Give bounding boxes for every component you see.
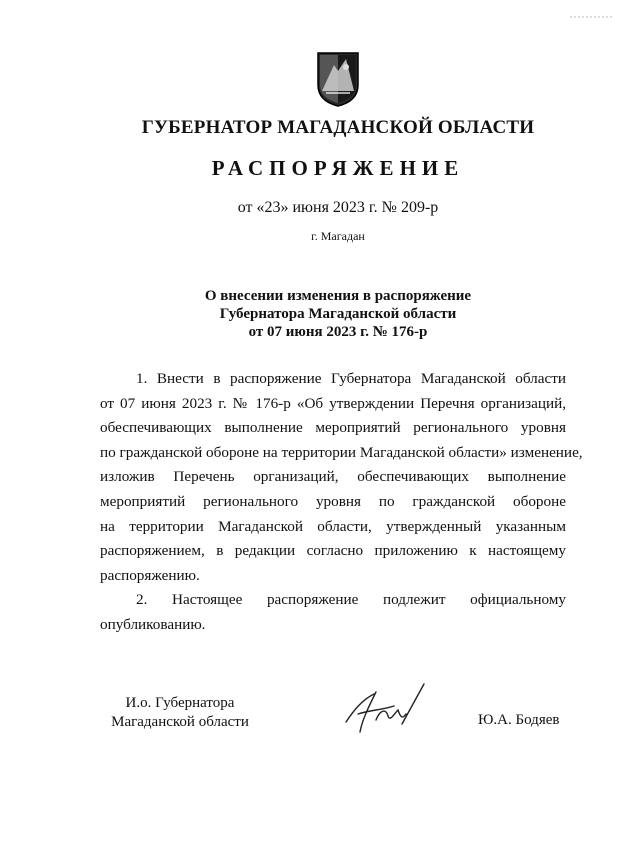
body-line: изложив Перечень организаций, обеспечивающих выполнение [100,468,566,486]
signatory-role [100,694,260,732]
paragraph-2 [100,588,566,637]
body-line: опубликованию. [100,615,206,633]
signatory-role-line: Магаданской области [111,714,249,730]
subject-line: О внесении изменения в распоряжение [204,288,472,304]
body-line: на территории Магаданской области, утвержденный указанным [100,517,566,535]
body-line: 2. Настоящее распоряжение подлежит официальному [136,591,566,609]
paragraph-1 [100,367,583,588]
document-date-number: от «23» июня 2023 г. № 209-р [237,199,439,216]
signatory-role-line: И.о. Губернатора [125,695,235,711]
body-line: от 07 июня 2023 г. № 176-р «Об утверждении Перечня организаций, [100,394,566,412]
document-body [100,367,583,638]
body-line: по гражданской обороне на территории Магаданской области» изменение, [100,443,583,461]
subject-line: Губернатора Магаданской области [219,306,457,322]
body-line: распоряжением, в редакции согласно приложению к настоящему [100,542,566,560]
body-line: 1. Внести в распоряжение Губернатора Магаданской области [136,370,566,387]
scan-artifact [570,14,612,20]
body-line: мероприятий регионального уровня по гражданской обороне [100,492,566,510]
document-subject [0,287,640,341]
body-line: распоряжению. [100,566,200,584]
body-line: обеспечивающих выполнение мероприятий регионального уровня [100,419,566,437]
governor-title: ГУБЕРНАТОР МАГАДАНСКОЙ ОБЛАСТИ [141,117,535,138]
subject-line: от 07 июня 2023 г. № 176-р [248,324,428,340]
signatory-name: Ю.А. Бодяев [478,712,560,728]
document-type: РАСПОРЯЖЕНИЕ [211,156,465,180]
coat-of-arms-icon [316,51,360,107]
document-city: г. Магадан [311,229,365,243]
handwritten-signature [340,680,430,740]
